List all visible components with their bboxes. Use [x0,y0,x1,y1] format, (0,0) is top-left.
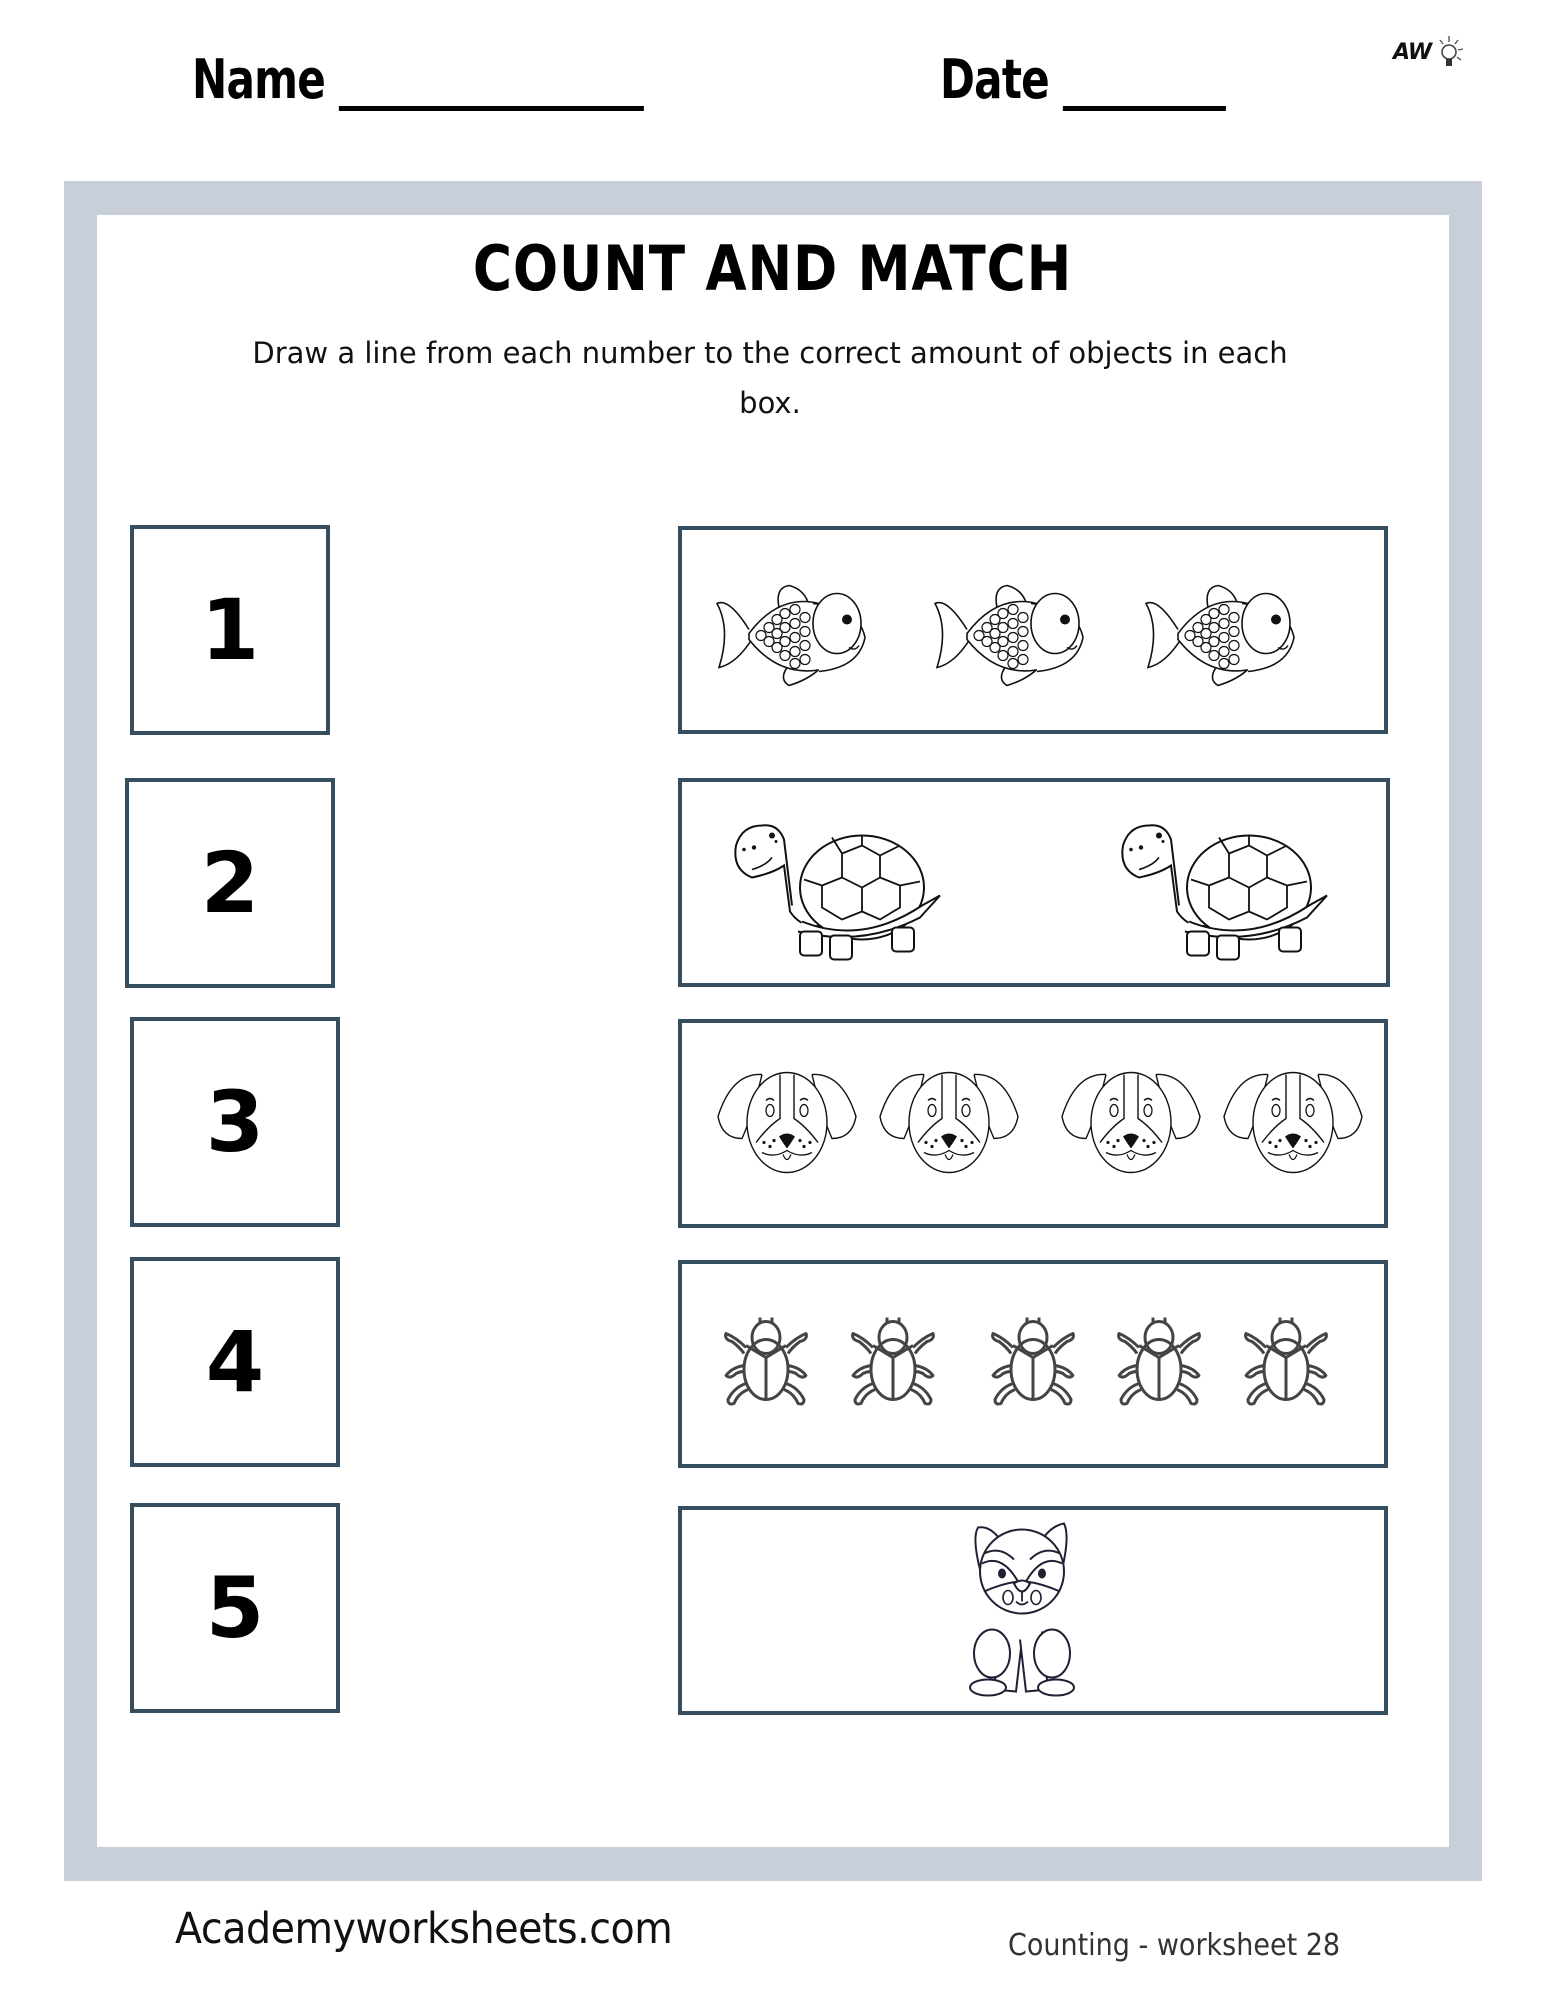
logo-text: AW [1393,40,1432,65]
fish-icon [1138,568,1308,693]
number-box-1[interactable] [130,525,330,735]
number-box-3[interactable] [130,1017,340,1227]
lightbulb-icon [1433,34,1469,74]
date-blank[interactable]: ________ [1062,48,1226,111]
number-label: 2 [200,834,260,932]
name-blank[interactable]: _______________ [338,48,644,111]
name-field-label [192,48,643,111]
object-box-dogs[interactable] [678,1019,1388,1228]
number-label: 4 [205,1313,265,1411]
object-box-raccoon[interactable] [678,1506,1388,1715]
date-field-label [940,48,1225,111]
instruction-text: Draw a line from each number to the correct amount of objects in each box. [252,336,1288,420]
dog-icon [874,1066,1024,1181]
number-box-4[interactable] [130,1257,340,1467]
object-box-turtles[interactable] [678,778,1390,987]
worksheet-title: COUNT AND MATCH [472,232,1073,305]
dog-icon [712,1066,862,1181]
beetle-icon [1113,1314,1205,1415]
raccoon-icon [966,1513,1086,1708]
number-box-5[interactable] [130,1503,340,1713]
footer-worksheet-label: Counting - worksheet 28 [1008,1928,1341,1963]
turtle-icon [1109,795,1339,970]
fish-icon [709,568,879,693]
fish-icon [927,568,1097,693]
dog-icon [1218,1066,1368,1181]
object-box-beetles[interactable] [678,1260,1388,1468]
aw-logo [1393,34,1473,74]
footer-site: Academyworksheets.com [175,1904,673,1954]
number-box-2[interactable] [125,778,335,988]
beetle-icon [847,1314,939,1415]
dog-icon [1056,1066,1206,1181]
date-label: Date [940,48,1049,111]
beetle-icon [987,1314,1079,1415]
beetle-icon [720,1314,812,1415]
number-label: 1 [200,581,260,679]
object-box-fish[interactable] [678,526,1388,734]
name-label: Name [192,48,326,111]
turtle-icon [722,795,952,970]
number-label: 3 [205,1073,265,1171]
number-label: 5 [205,1559,265,1657]
beetle-icon [1240,1314,1332,1415]
